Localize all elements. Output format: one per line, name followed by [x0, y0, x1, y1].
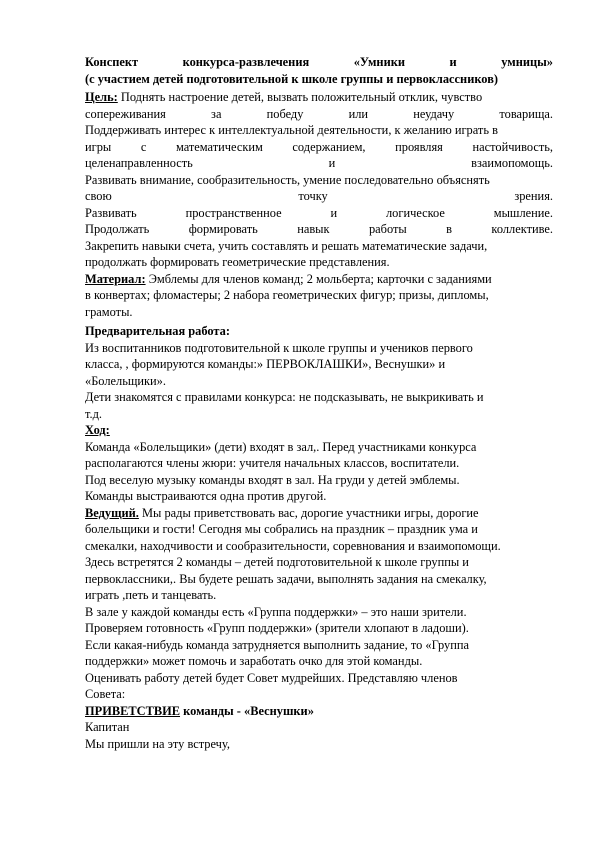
host-line: поддержки» может помочь и заработать очко для этой команды.: [85, 654, 423, 668]
prep-line: класса, , формируются команды:» ПЕРВОКЛАШКИ», Веснушки» и: [85, 357, 446, 371]
course-line: Команда «Болельщики» (дети) входят в зал,. Перед участниками конкурса: [85, 439, 477, 454]
course-line: располагаются члены жюри: учителя начальных классов, воспитатели.: [85, 456, 460, 470]
course-line: Команды выстраиваются одна против другой.: [85, 489, 327, 503]
host-line: Мы рады приветствовать вас, дорогие участники игры, дорогие: [142, 505, 479, 520]
host-line: Оценивать работу детей будет Совет мудрейших. Представляю членов: [85, 670, 458, 685]
materials-label: Материал:: [85, 271, 146, 286]
host-line: Проверяем готовность «Групп поддержки» (зрители хлопают в ладоши).: [85, 621, 469, 635]
goal-line: продолжать формировать геометрические представления.: [85, 255, 390, 269]
goal-line: игры с математическим содержанием, проявляя настойчивость,: [85, 139, 553, 154]
goal-first-line: [85, 89, 553, 106]
greeting-text: команды - «Веснушки»: [180, 703, 314, 718]
goal-line: Поддерживать интерес к интеллектуальной деятельности, к желанию играть в: [85, 123, 498, 137]
goal-line: Продолжать формировать навык работы в коллективе.: [85, 222, 553, 236]
host-first-line: [85, 505, 553, 522]
document-body: [85, 54, 553, 752]
host-line: болельщики и гости! Сегодня мы собрались на праздник – праздник ума и: [85, 522, 478, 536]
host-line: первоклассники,. Вы будете решать задачи, выполнять задания на смекалку,: [85, 571, 487, 586]
greeting-label: ПРИВЕТСТВИЕ: [85, 703, 181, 718]
prep-line: т.д.: [85, 406, 102, 421]
greeting-line: [85, 703, 553, 720]
goal-line: Развивать пространственное и логическое мышление.: [85, 205, 553, 220]
course-label: Ход:: [85, 423, 110, 437]
materials-first-line: [85, 271, 553, 288]
host-label: Ведущий.: [85, 505, 139, 520]
host-line: Здесь встретятся 2 команды – детей подготовительной к школе группы и: [85, 555, 469, 569]
host-line: играть ,петь и танцевать.: [85, 588, 217, 602]
course-line: Под веселую музыку команды входят в зал. На груди у детей эмблемы.: [85, 472, 460, 487]
goal-line: сопереживания за победу или неудачу товарища.: [85, 106, 553, 121]
title-line-2: (с участием детей подготовительной к школе группы и первоклассников): [85, 71, 499, 86]
goal-line: Развивать внимание, сообразительность, умение последовательно объяснять: [85, 172, 490, 187]
host-line: смекалки, находчивости и сообразительности, соревнования и взаимопомощи.: [85, 538, 501, 553]
poem-line: Мы пришли на эту встречу,: [85, 736, 230, 751]
host-line: Совета:: [85, 687, 126, 701]
prep-line: «Болельщики».: [85, 373, 166, 388]
captain-label: Капитан: [85, 720, 130, 734]
materials-line: грамоты.: [85, 304, 133, 319]
goal-line: Закрепить навыки счета, учить составлять и решать математические задачи,: [85, 238, 488, 253]
title-line-1: Конспект конкурса-развлечения «Умники и умницы»: [85, 55, 553, 69]
prep-line: Из воспитанников подготовительной к школе группы и учеников первого: [85, 340, 473, 355]
host-line: В зале у каждой команды есть «Группа поддержки» – это наши зрители.: [85, 604, 467, 619]
host-line: Если какая-нибудь команда затрудняется выполнить задание, то «Группа: [85, 637, 469, 652]
materials-line: Эмблемы для членов команд; 2 мольберта; карточки с заданиями: [148, 271, 492, 286]
goal-line: целенаправленность и взаимопомощь.: [85, 156, 553, 170]
goal-line: свою точку зрения.: [85, 189, 553, 203]
prep-label: Предварительная работа:: [85, 324, 230, 338]
materials-line: в конвертах; фломастеры; 2 набора геометрических фигур; призы, дипломы,: [85, 288, 489, 302]
prep-line: Дети знакомятся с правилами конкурса: не подсказывать, не выкрикивать и: [85, 390, 484, 404]
goal-line: Поднять настроение детей, вызвать положительный отклик, чувство: [120, 90, 483, 104]
goal-label: Цель:: [85, 90, 118, 104]
